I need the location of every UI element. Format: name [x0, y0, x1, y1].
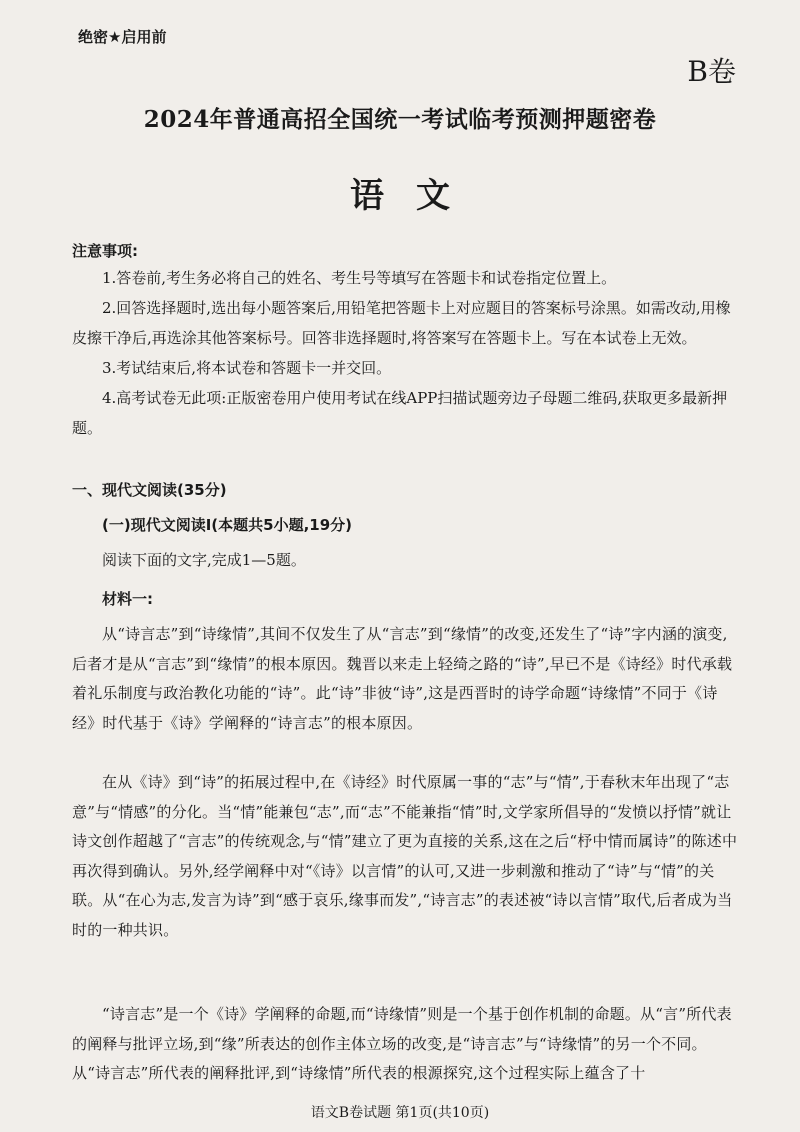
subject-title: 语文 — [350, 176, 482, 216]
passage-paragraph: 在从《诗》到“诗”的拓展过程中,在《诗经》时代原属一事的“志”与“情”,于春秋末年出现了“志意”与“情感”的分化。当“情”能兼包“志”,而“志”不能兼指“情”时,文学家所倡导的“发愤以抒情”就让诗文创作超越了“言志”的传统观念,与“情”建立了更为直接的关系,这在之后“杼中情而属诗”的陈述中再次得到确认。另外,经学阐释中对“《诗》以言情”的认可,又进一步刺激和推动了“诗”与“情”的关联。从“在心为志,发言为诗”到“感于哀乐,缘事而发”,“诗言志”的表述被“诗以言情”取代,后者成为当时的一种共识。 — [72, 773, 738, 939]
notice-title: 注意事项: — [72, 242, 138, 260]
instruction-text: 阅读下面的文字,完成1—5题。 — [102, 551, 306, 569]
passage-paragraph: 从“诗言志”到“诗缘情”,其间不仅发生了从“言志”到“缘情”的改变,还发生了“诗”字内涵的演变,后者才是从“言志”到“缘情”的根本原因。魏晋以来走上轻绮之路的“诗”,早已不是《诗经》时代承载着礼乐制度与政治教化功能的“诗”。此“诗”非彼“诗”,这是西晋时的诗学命题“诗缘情”不同于《诗经》时代基于《诗》学阐释的“诗言志”的根本原因。 — [72, 625, 733, 732]
passage-paragraph: “诗言志”是一个《诗》学阐释的命题,而“诗缘情”则是一个基于创作机制的命题。从“言”所代表的阐释与批评立场,到“缘”所表达的创作主体立场的改变,是“诗言志”与“诗缘情”的另一个不同。从“诗言志”所代表的阐释批评,到“诗缘情”所代表的根源探究,这个过程实际上蕴含了十 — [72, 1005, 732, 1082]
notice-list — [72, 263, 738, 443]
section-heading: 一、现代文阅读(35分) — [72, 481, 227, 499]
notice-item: 2.回答选择题时,选出每小题答案后,用铅笔把答题卡上对应题目的答案标号涂黑。如需改动,用橡皮擦干净后,再选涂其他答案标号。回答非选择题时,将答案写在答题卡上。写在本试卷上无效。 — [72, 299, 731, 347]
notice-item: 1.答卷前,考生务必将自己的姓名、考生号等填写在答题卡和试卷指定位置上。 — [102, 269, 617, 287]
subsection-heading: (一)现代文阅读Ⅰ(本题共5小题,19分) — [102, 516, 353, 534]
notice-item: 4.高考试卷无此项:正版密卷用户使用考试在线APP扫描试题旁边子母题二维码,获取更多最新押题。 — [72, 389, 728, 437]
material-label: 材料一: — [102, 590, 153, 608]
exam-title: 2024年普通高招全国统一考试临考预测押题密卷 — [143, 106, 657, 133]
confidential-label: 绝密★启用前 — [78, 28, 167, 46]
page-footer: 语文B卷试题 第1页(共10页) — [310, 1105, 490, 1121]
notice-item: 3.考试结束后,将本试卷和答题卡一并交回。 — [102, 359, 392, 377]
version-label: B卷 — [687, 55, 736, 88]
